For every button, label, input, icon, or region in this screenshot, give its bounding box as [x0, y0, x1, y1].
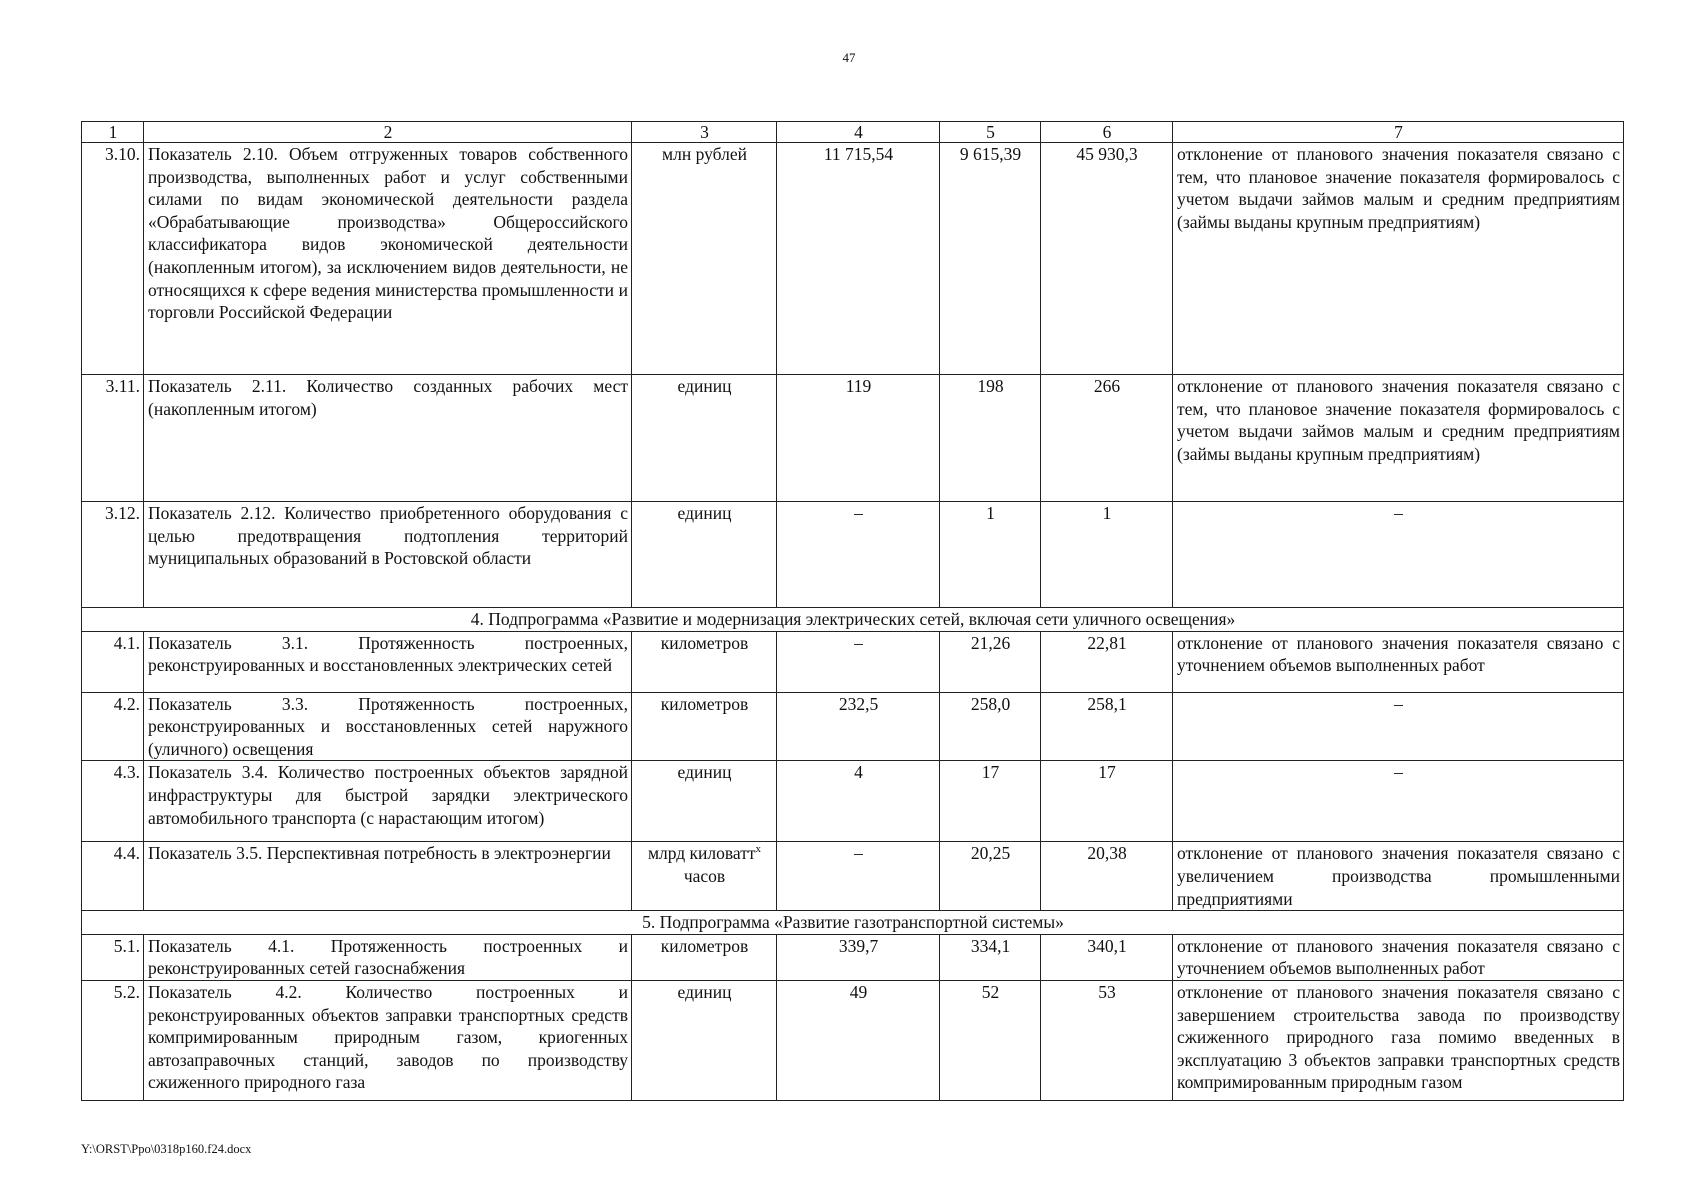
unit-cell	[632, 842, 777, 911]
row-number: 4.1.	[82, 631, 144, 692]
value-col6: 1	[1041, 502, 1173, 608]
table-row	[82, 761, 1624, 842]
note-cell: –	[1173, 761, 1624, 842]
value-col6: 20,38	[1041, 842, 1173, 911]
header-cell: 4	[777, 122, 940, 143]
row-number: 3.11.	[82, 375, 144, 502]
unit-cell: километров	[632, 631, 777, 692]
value-col5: 258,0	[940, 692, 1041, 761]
note-cell: отклонение от планового значения показателя связано с завершением строительства завода по производству сжиженного природного газа помимо введенных в эксплуатацию 3 объектов заправки транспортных средств компримированным природным газом	[1173, 980, 1624, 1100]
table-row	[82, 934, 1624, 980]
value-col6: 22,81	[1041, 631, 1173, 692]
value-col6: 266	[1041, 375, 1173, 502]
indicator-name: Показатель 3.5. Перспективная потребность в электроэнергии	[144, 842, 632, 911]
row-number: 5.2.	[82, 980, 144, 1100]
row-number: 3.10.	[82, 143, 144, 375]
indicator-name: Показатель 3.3. Протяженность построенных, реконструированных и восстановленных сетей наружного (уличного) освещения	[144, 692, 632, 761]
unit-cell: километров	[632, 934, 777, 980]
footer-file-path: Y:\ORST\Ppo\0318p160.f24.docx	[81, 1142, 252, 1156]
note-cell: отклонение от планового значения показателя связано с тем, что плановое значение показателя формировалось с учетом выдачи займов малым и средним предприятиям (займы выданы крупным предприятиям)	[1173, 375, 1624, 502]
row-number: 4.3.	[82, 761, 144, 842]
row-number: 3.12.	[82, 502, 144, 608]
unit-superscript: х	[755, 843, 762, 856]
header-cell: 6	[1041, 122, 1173, 143]
value-col4: –	[777, 842, 940, 911]
table-row	[82, 692, 1624, 761]
indicator-name: Показатель 2.12. Количество приобретенного оборудования с целью предотвращения подтопления территорий муниципальных образований в Ростовской области	[144, 502, 632, 608]
note-cell: отклонение от планового значения показателя связано с тем, что плановое значение показателя формировалось с учетом выдачи займов малым и средним предприятиям (займы выданы крупным предприятиям)	[1173, 143, 1624, 375]
value-col5: 20,25	[940, 842, 1041, 911]
note-cell: отклонение от планового значения показателя связано с уточнением объемов выполненных работ	[1173, 934, 1624, 980]
unit-text-line2: часов	[683, 865, 726, 886]
header-cell: 5	[940, 122, 1041, 143]
indicator-name: Показатель 2.10. Объем отгруженных товаров собственного производства, выполненных работ и услуг собственными силами по видам экономической деятельности раздела «Обрабатывающие производства» Общероссийского классификатора видов экономической деятельности (накопленным итогом), за исключением видов деятельности, не относящихся к сфере ведения министерства промышленности и торговли Российской Федерации	[144, 143, 632, 375]
value-col5: 334,1	[940, 934, 1041, 980]
note-cell: –	[1173, 502, 1624, 608]
value-col5: 52	[940, 980, 1041, 1100]
value-col4: 49	[777, 980, 940, 1100]
page-number: 47	[842, 50, 856, 65]
section-title: 4. Подпрограмма «Развитие и модернизация электрических сетей, включая сети уличного освещения»	[82, 608, 1624, 632]
indicator-name: Показатель 3.1. Протяженность построенных, реконструированных и восстановленных электрических сетей	[144, 631, 632, 692]
table-row	[82, 502, 1624, 608]
unit-text: млрд киловатт	[647, 843, 756, 864]
unit-cell: километров	[632, 692, 777, 761]
indicator-name: Показатель 3.4. Количество построенных объектов зарядной инфраструктуры для быстрой зарядки электрического автомобильного транспорта (с нарастающим итогом)	[144, 761, 632, 842]
unit-cell: млн рублей	[632, 143, 777, 375]
value-col4: 232,5	[777, 692, 940, 761]
value-col5: 1	[940, 502, 1041, 608]
header-cell: 7	[1173, 122, 1624, 143]
section-row	[82, 911, 1624, 935]
note-cell: –	[1173, 692, 1624, 761]
value-col6: 45 930,3	[1041, 143, 1173, 375]
note-cell: отклонение от планового значения показателя связано с уточнением объемов выполненных работ	[1173, 631, 1624, 692]
unit-cell: единиц	[632, 980, 777, 1100]
indicator-name: Показатель 2.11. Количество созданных рабочих мест (накопленным итогом)	[144, 375, 632, 502]
table-header-row	[82, 122, 1624, 143]
value-col4: 339,7	[777, 934, 940, 980]
value-col5: 17	[940, 761, 1041, 842]
value-col4: 11 715,54	[777, 143, 940, 375]
value-col5: 198	[940, 375, 1041, 502]
section-title: 5. Подпрограмма «Развитие газотранспортной системы»	[82, 911, 1624, 935]
value-col6: 258,1	[1041, 692, 1173, 761]
table-row	[82, 631, 1624, 692]
value-col4: 4	[777, 761, 940, 842]
row-number: 4.2.	[82, 692, 144, 761]
unit-cell: единиц	[632, 502, 777, 608]
value-col5: 21,26	[940, 631, 1041, 692]
header-cell: 3	[632, 122, 777, 143]
table-row	[82, 375, 1624, 502]
value-col6: 340,1	[1041, 934, 1173, 980]
table-row	[82, 143, 1624, 375]
table-row	[82, 842, 1624, 911]
indicators-table	[81, 121, 1624, 1101]
value-col4: –	[777, 502, 940, 608]
table-row	[82, 980, 1624, 1100]
indicator-name: Показатель 4.2. Количество построенных и реконструированных объектов заправки транспортных средств компримированным природным газом, криогенных автозаправочных станций, заводов по производству сжиженного природного газа	[144, 980, 632, 1100]
unit-cell: единиц	[632, 761, 777, 842]
row-number: 5.1.	[82, 934, 144, 980]
value-col6: 53	[1041, 980, 1173, 1100]
header-cell: 2	[144, 122, 632, 143]
value-col5: 9 615,39	[940, 143, 1041, 375]
value-col6: 17	[1041, 761, 1173, 842]
value-col4: 119	[777, 375, 940, 502]
note-cell: отклонение от планового значения показателя связано с увеличением производства промышленными предприятиями	[1173, 842, 1624, 911]
row-number: 4.4.	[82, 842, 144, 911]
value-col4: –	[777, 631, 940, 692]
unit-cell: единиц	[632, 375, 777, 502]
indicator-name: Показатель 4.1. Протяженность построенных и реконструированных сетей газоснабжения	[144, 934, 632, 980]
header-cell: 1	[82, 122, 144, 143]
section-row	[82, 608, 1624, 632]
